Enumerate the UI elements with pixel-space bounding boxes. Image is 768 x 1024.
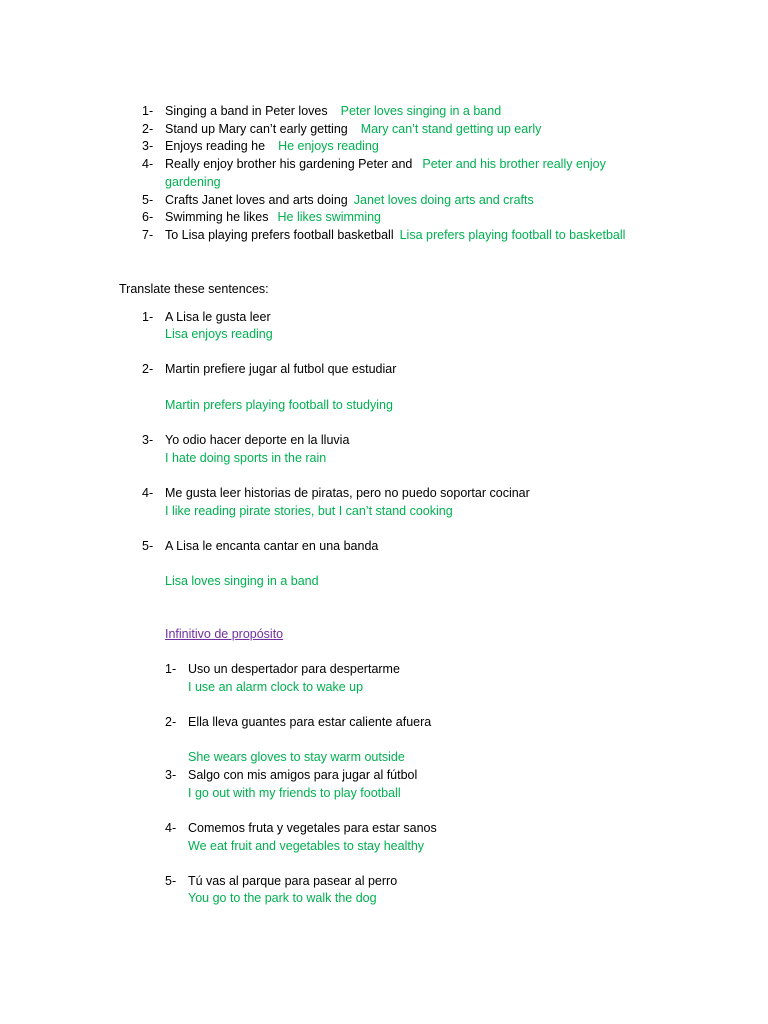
scrambled-sentence: Crafts Janet loves and arts doing — [165, 193, 348, 207]
spanish-sentence: Yo odio hacer deporte en la lluvia — [165, 433, 350, 447]
spanish-sentence: Comemos fruta y vegetales para estar sanos — [188, 821, 437, 835]
answer-text: I use an alarm clock to wake up — [188, 680, 364, 694]
answer-text: I hate doing sports in the rain — [165, 451, 327, 465]
purpose-heading-link[interactable]: Infinitivo de propósito — [165, 627, 284, 641]
item-number: 4- — [142, 486, 154, 500]
answer-text: Lisa enjoys reading — [165, 327, 273, 341]
answer-text-continued: gardening — [165, 175, 221, 189]
list-item — [165, 208, 381, 226]
list-item — [165, 191, 534, 209]
spanish-sentence: Martin prefiere jugar al futbol que estudiar — [165, 362, 397, 376]
answer-text: Peter loves singing in a band — [340, 104, 502, 118]
list-item — [165, 137, 379, 155]
item-number: 1- — [165, 662, 177, 676]
item-number: 7- — [142, 228, 154, 242]
scrambled-sentence: Swimming he likes — [165, 210, 269, 224]
answer-text: I go out with my friends to play football — [188, 786, 401, 800]
answer-text: You go to the park to walk the dog — [188, 891, 377, 905]
answer-text: He enjoys reading — [278, 139, 379, 153]
list-item — [165, 102, 501, 120]
item-number: 2- — [165, 715, 177, 729]
scrambled-sentence: Singing a band in Peter loves — [165, 104, 328, 118]
answer-text: He likes swimming — [277, 210, 382, 224]
answer-text: I like reading pirate stories, but I can’t stand cooking — [165, 504, 453, 518]
scrambled-sentence: Stand up Mary can’t early getting — [165, 122, 348, 136]
spanish-sentence: Ella lleva guantes para estar caliente afuera — [188, 715, 432, 729]
scrambled-sentence: Enjoys reading he — [165, 139, 266, 153]
translate-heading: Translate these sentences: — [119, 282, 269, 296]
item-number: 1- — [142, 310, 154, 324]
item-number: 5- — [142, 539, 154, 553]
spanish-sentence: A Lisa le gusta leer — [165, 310, 271, 324]
item-number: 5- — [142, 193, 154, 207]
item-number: 2- — [142, 362, 154, 376]
answer-text: Mary can’t stand getting up early — [360, 122, 542, 136]
list-item — [165, 226, 625, 244]
list-item — [165, 155, 606, 173]
scrambled-sentence: Really enjoy brother his gardening Peter and — [165, 157, 413, 171]
item-number: 2- — [142, 122, 154, 136]
spanish-sentence: Tú vas al parque para pasear al perro — [188, 874, 398, 888]
spanish-sentence: Me gusta leer historias de piratas, pero no puedo soportar cocinar — [165, 486, 530, 500]
answer-text: We eat fruit and vegetables to stay healthy — [188, 839, 425, 853]
answer-text: Peter and his brother really enjoy — [422, 157, 606, 171]
item-number: 5- — [165, 874, 177, 888]
item-number: 3- — [142, 433, 154, 447]
answer-text: Martin prefers playing football to studying — [165, 398, 393, 412]
answer-text: She wears gloves to stay warm outside — [188, 750, 405, 764]
scrambled-sentence: To Lisa playing prefers football basketball — [165, 228, 394, 242]
spanish-sentence: A Lisa le encanta cantar en una banda — [165, 539, 379, 553]
item-number: 3- — [165, 768, 177, 782]
item-number: 3- — [142, 139, 154, 153]
list-item — [165, 120, 541, 138]
item-number: 4- — [165, 821, 177, 835]
item-number: 1- — [142, 104, 154, 118]
spanish-sentence: Uso un despertador para despertarme — [188, 662, 400, 676]
item-number: 4- — [142, 157, 154, 171]
item-number: 6- — [142, 210, 154, 224]
answer-text: Janet loves doing arts and crafts — [353, 193, 534, 207]
spanish-sentence: Salgo con mis amigos para jugar al fútbol — [188, 768, 418, 782]
answer-text: Lisa loves singing in a band — [165, 574, 319, 588]
answer-text: Lisa prefers playing football to basketball — [399, 228, 626, 242]
